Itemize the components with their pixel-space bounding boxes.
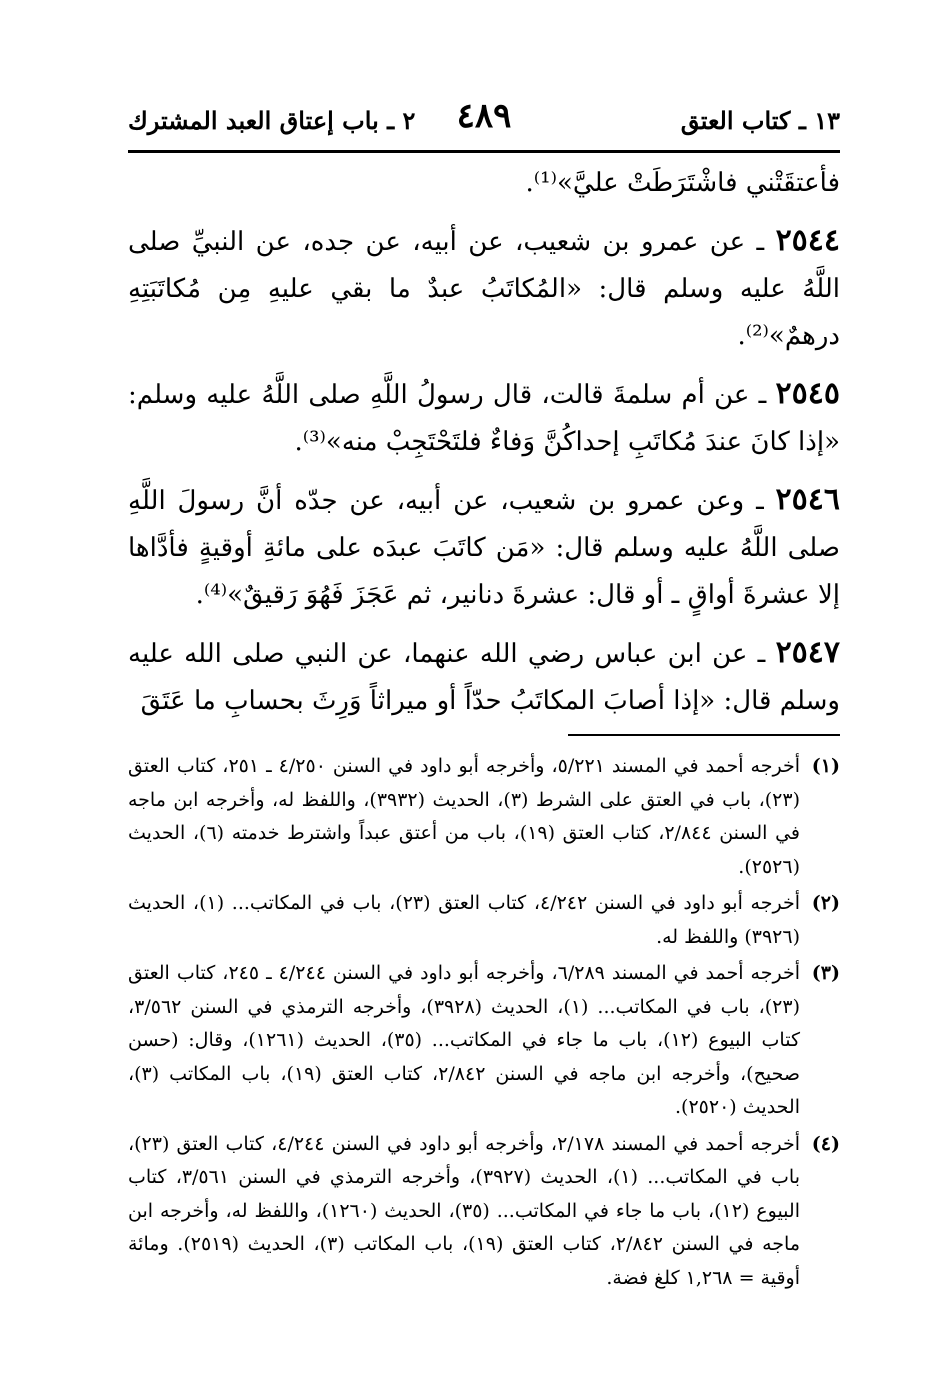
footnote <box>128 750 840 884</box>
hadith-entry <box>128 629 840 725</box>
footnote <box>128 887 840 954</box>
hadith-number: ٢٥٤٤ <box>775 223 841 258</box>
running-header <box>128 96 840 144</box>
main-text <box>128 160 840 735</box>
footnote <box>128 1128 840 1296</box>
hadith-entry <box>128 217 840 360</box>
continuation-paragraph: فأعتقَتْني فاشْتَرَطَتْ عليَّ»⁽¹⁾. <box>525 168 840 198</box>
hadith-number: ٢٥٤٥ <box>775 376 840 411</box>
hadith-text: ـ وعن عمرو بن شعيب، عن أبيه، عن جدّه أنَّ رسولَ اللَّهِ صلى اللَّهُ عليه وسلم قال: «مَن كاتَبَ عبدَه على مائةِ أوقيةٍ فأدَّاها إلا عشرةَ أواقٍ ـ أو قال: عشرةَ دنانير، ثم عَجَزَ فَهُوَ رَقيقٌ»⁽⁴⁾. <box>128 486 840 610</box>
hadith-text: ـ عن ابن عباس رضي الله عنهما، عن النبي صلى الله عليه وسلم قال: «إذا أصابَ المكاتَبُ حدّاً أو ميراثاً وَرِثَ بحسابِ ما عَتَقَ <box>128 639 840 716</box>
footnote-mark: (٣) <box>811 962 840 984</box>
page-number: ٤٨٩ <box>456 96 512 136</box>
header-divider <box>128 150 840 153</box>
hadith-entry <box>128 370 840 466</box>
header-book-title: ١٣ ـ كتاب العتق <box>680 106 840 135</box>
hadith-number: ٢٥٤٦ <box>775 482 840 517</box>
footnote-text: أخرجه أبو داود في السنن ٤/٢٤٢، كتاب العتق (٢٣)، باب في المكاتب... (١)، الحديث (٣٩٢٦) واللفظ له. <box>128 892 800 948</box>
hadith-text: ـ عن أم سلمةَ قالت، قال رسولُ اللَّهِ صلى اللَّهُ عليه وسلم: «إذا كانَ عندَ مُكاتَبِ إحداكُنَّ وَفاءٌ فلتَحْتَجِبْ منه»⁽³⁾. <box>128 380 840 457</box>
footnote-mark: (٢) <box>811 892 840 914</box>
hadith-entry <box>128 476 840 619</box>
hadith-number: ٢٥٤٧ <box>775 635 841 670</box>
header-chapter-title: ٢ ـ باب إعتاق العبد المشترك <box>128 106 416 135</box>
footnote-divider <box>568 734 840 736</box>
footnote-text: أخرجه أحمد في المسند ٥/٢٢١، وأخرجه أبو داود في السنن ٤/٢٥٠ ـ ٢٥١، كتاب العتق (٢٣)، باب في العتق على الشرط (٣)، الحديث (٣٩٣٢)، واللفظ له، وأخرجه ابن ماجه في السنن ٢/٨٤٤، كتاب العتق (١٩)، باب من أعتق عبداً واشترط خدمته (٦)، الحديث (٢٥٢٦). <box>128 755 800 878</box>
hadith-text: ـ عن عمرو بن شعيب، عن أبيه، عن جده، عن النبيِّ صلى اللَّهُ عليه وسلم قال: «المُكاتَبُ عبدٌ ما بقي عليهِ مِن مُكاتَبَتِهِ درهمٌ»⁽²⁾. <box>128 227 840 351</box>
footnote <box>128 957 840 1125</box>
footnotes <box>128 750 840 1298</box>
footnote-mark: (١) <box>811 755 840 777</box>
footnote-text: أخرجه أحمد في المسند ٦/٢٨٩، وأخرجه أبو داود في السنن ٤/٢٤٤ ـ ٢٤٥، كتاب العتق (٢٣)، باب في المكاتب... (١)، الحديث (٣٩٢٨)، وأخرجه الترمذي في السنن ٣/٥٦٢، كتاب البيوع (١٢)، باب ما جاء في المكاتب... (٣٥)، الحديث (١٢٦١)، وقال: (حسن صحيح)، وأخرجه ابن ماجه في السنن ٢/٨٤٢، كتاب العتق (١٩)، باب المكاتب (٣)، الحديث (٢٥٢٠). <box>128 962 800 1118</box>
footnote-text: أخرجه أحمد في المسند ٢/١٧٨، وأخرجه أبو داود في السنن ٤/٢٤٤، كتاب العتق (٢٣)، باب في المكاتب... (١)، الحديث (٣٩٢٧)، وأخرجه الترمذي في السنن ٣/٥٦١، كتاب البيوع (١٢)، باب ما جاء في المكاتب... (٣٥)، الحديث (١٢٦٠)، واللفظ له، وأخرجه ابن ماجه في السنن ٢/٨٤٢، كتاب العتق (١٩)، باب المكاتب (٣)، الحديث (٢٥١٩). ومائة أوقية = ١,٢٦٨ كلغ فضة. <box>128 1132 801 1289</box>
footnote-mark: (٤) <box>811 1132 840 1155</box>
